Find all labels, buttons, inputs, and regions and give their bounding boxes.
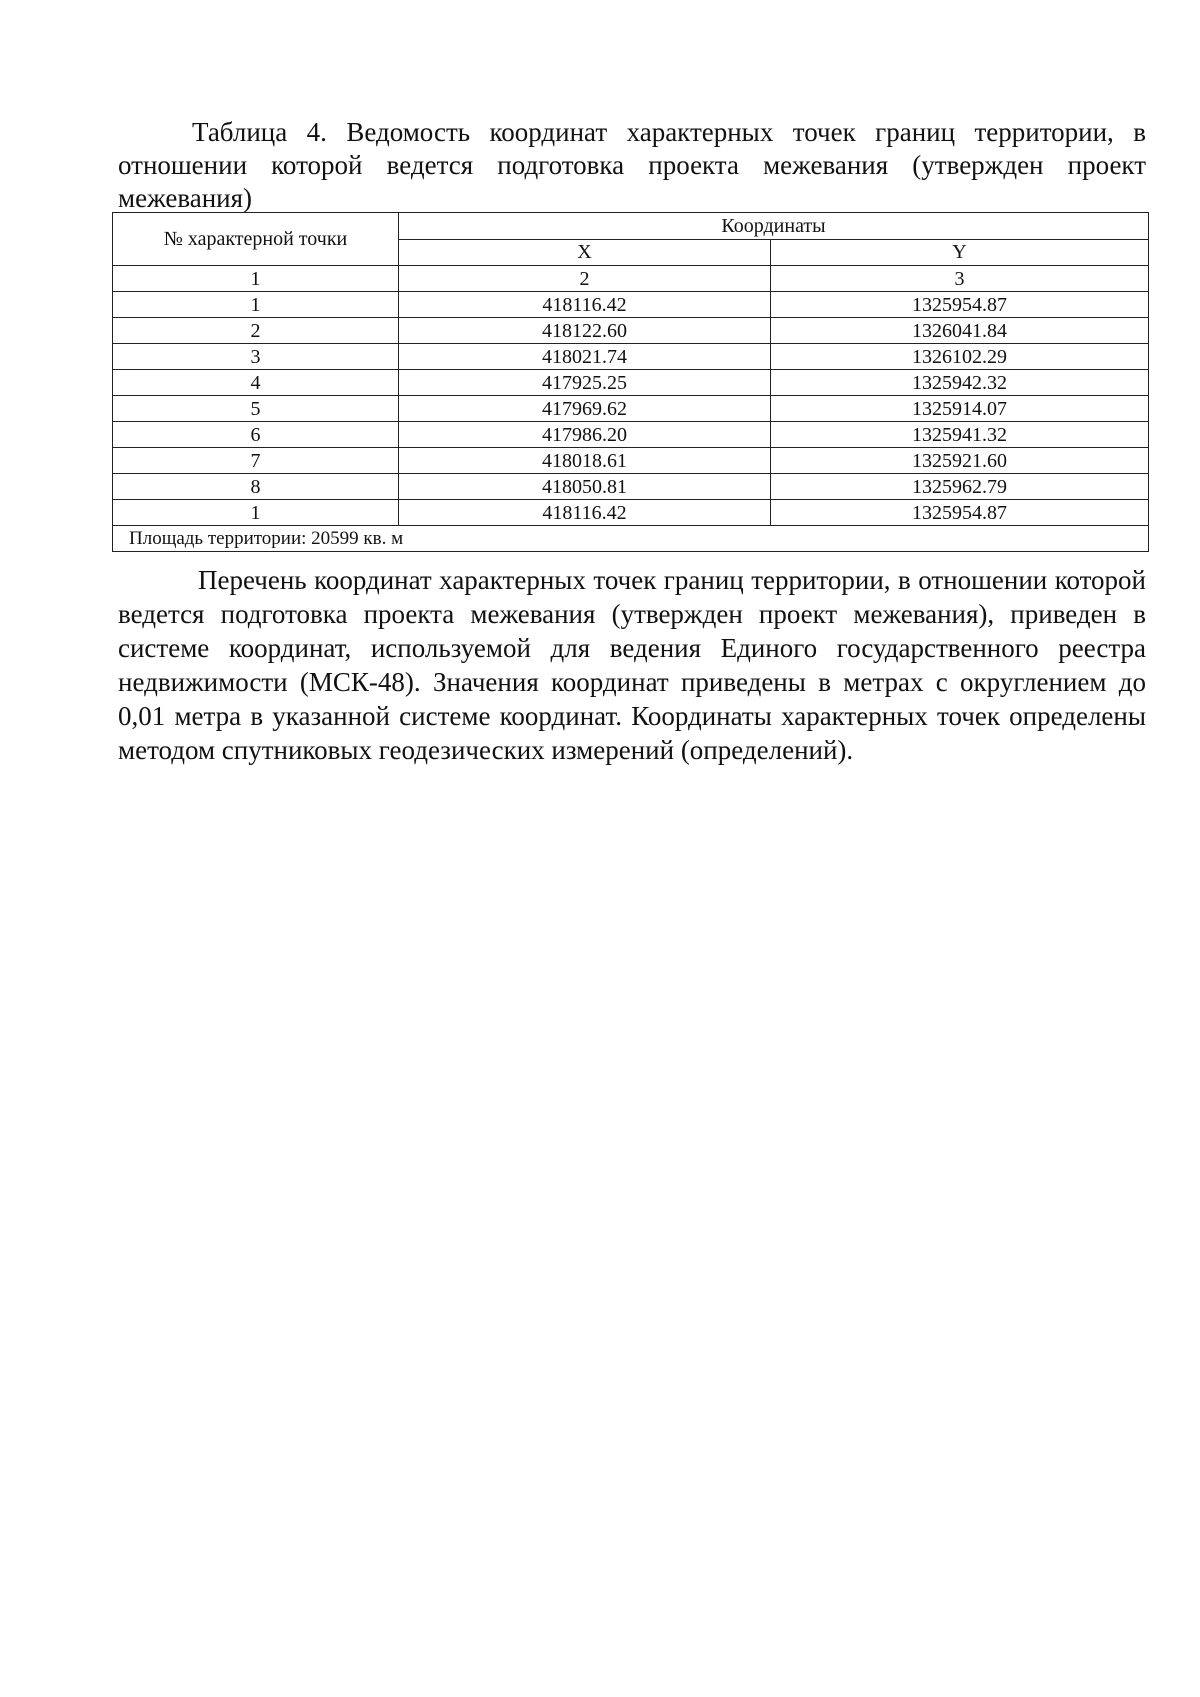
column-number: 2: [399, 266, 771, 292]
table-row: [113, 344, 1149, 370]
x-coordinate: 417986.20: [399, 422, 771, 448]
table-row: [113, 396, 1149, 422]
table-row: [113, 318, 1149, 344]
x-coordinate: 417969.62: [399, 396, 771, 422]
y-coordinate: 1325954.87: [771, 500, 1149, 526]
x-coordinate: 418018.61: [399, 448, 771, 474]
y-coordinate: 1325942.32: [771, 370, 1149, 396]
header-point-number: № характерной точки: [113, 213, 399, 266]
table-caption: Таблица 4. Ведомость координат характерных точек границ территории, в отношении которой ведется подготовка проекта межевания (утвержден проект межевания): [118, 117, 1146, 213]
column-numbering-row: [113, 266, 1149, 292]
column-number: 3: [771, 266, 1149, 292]
x-coordinate: 418116.42: [399, 500, 771, 526]
area-row: [113, 526, 1149, 552]
y-coordinate: 1325962.79: [771, 474, 1149, 500]
table-row: [113, 500, 1149, 526]
y-coordinate: 1325941.32: [771, 422, 1149, 448]
y-coordinate: 1325914.07: [771, 396, 1149, 422]
point-number: 7: [113, 448, 399, 474]
header-x: X: [399, 239, 771, 266]
x-coordinate: 418122.60: [399, 318, 771, 344]
y-coordinate: 1325921.60: [771, 448, 1149, 474]
point-number: 2: [113, 318, 399, 344]
table-row: [113, 474, 1149, 500]
point-number: 5: [113, 396, 399, 422]
point-number: 6: [113, 422, 399, 448]
table-row: [113, 422, 1149, 448]
territory-area: Площадь территории: 20599 кв. м: [113, 526, 1149, 552]
point-number: 1: [113, 500, 399, 526]
body-paragraph: Перечень координат характерных точек границ территории, в отношении которой ведется подготовка проекта межевания (утвержден проект межевания), приведен в системе координат, используемой для ведения Единого государственного реестра недвижимости (МСК-48). Значения координат приведены в метрах с округлением до 0,01 метра в указанной системе координат. Координаты характерных точек определены методом спутниковых геодезических измерений (определений).: [118, 565, 1146, 765]
y-coordinate: 1326102.29: [771, 344, 1149, 370]
table-row: [113, 448, 1149, 474]
x-coordinate: 417925.25: [399, 370, 771, 396]
point-number: 1: [113, 292, 399, 318]
point-number: 4: [113, 370, 399, 396]
header-y: Y: [771, 239, 1149, 266]
column-number: 1: [113, 266, 399, 292]
x-coordinate: 418021.74: [399, 344, 771, 370]
point-number: 3: [113, 344, 399, 370]
y-coordinate: 1325954.87: [771, 292, 1149, 318]
point-number: 8: [113, 474, 399, 500]
y-coordinate: 1326041.84: [771, 318, 1149, 344]
header-coordinates: Координаты: [399, 213, 1149, 240]
x-coordinate: 418116.42: [399, 292, 771, 318]
x-coordinate: 418050.81: [399, 474, 771, 500]
table-row: [113, 292, 1149, 318]
coordinates-table: [112, 212, 1149, 552]
table-row: [113, 370, 1149, 396]
